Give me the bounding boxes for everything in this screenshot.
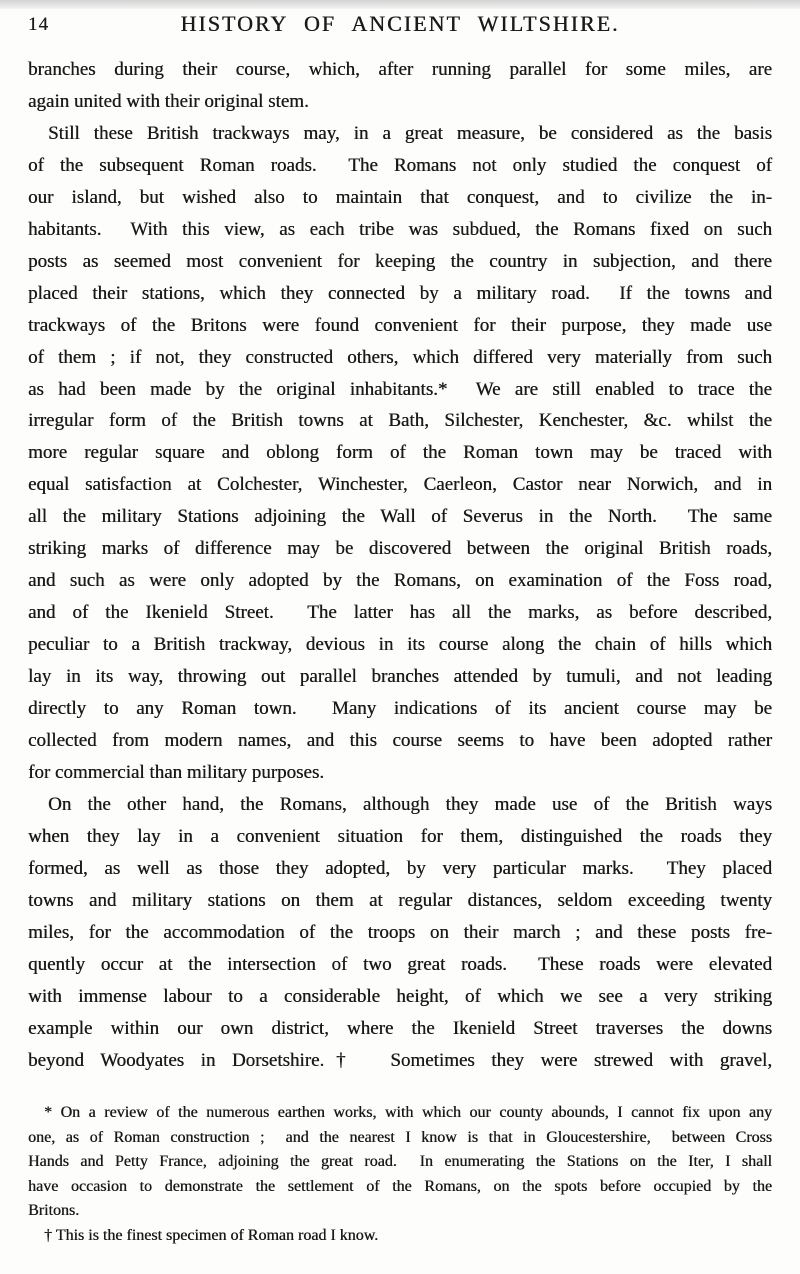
body-line: towns and military stations on them at regular distances, seldom exceeding twenty: [28, 889, 772, 911]
body-line: when they lay in a convenient situation for them, distinguished the roads they: [28, 825, 772, 847]
footnote-line: Britons.: [28, 1202, 80, 1219]
footnote-line: Hands and Petty France, adjoining the great road. In enumerating the Stations on the Iter, I shall: [28, 1153, 772, 1170]
body-line: Still these British trackways may, in a great measure, be considered as the basis: [48, 122, 772, 144]
body-text: [28, 54, 772, 1077]
body-line: peculiar to a British trackway, devious in its course along the chain of hills which: [28, 634, 772, 656]
footnote-dagger: [28, 1224, 772, 1249]
body-line: example within our own district, where the Ikenield Street traverses the downs: [28, 1017, 772, 1039]
body-line: of the subsequent Roman roads. The Romans not only studied the conquest of: [28, 154, 772, 176]
footnote-line: have occasion to demonstrate the settlement of the Romans, on the spots before occupied by the: [28, 1177, 772, 1195]
body-line: lay in its way, throwing out parallel branches attended by tumuli, and not leading: [28, 666, 772, 688]
page-title: HISTORY OF ANCIENT WILTSHIRE.: [180, 11, 620, 36]
body-line: directly to any Roman town. Many indications of its ancient course may be: [28, 698, 772, 720]
footnotes: [28, 1101, 772, 1248]
body-line: more regular square and oblong form of the Roman town may be traced with: [28, 442, 772, 464]
body-line: collected from modern names, and this course seems to have been adopted rather: [28, 730, 772, 752]
body-line: as had been made by the original inhabitants.* We are still enabled to trace the: [28, 378, 772, 400]
body-line: again united with their original stem.: [28, 90, 309, 112]
body-line: posts as seemed most convenient for keeping the country in subjection, and there: [28, 250, 772, 272]
footnote-asterisk: [28, 1101, 772, 1224]
body-line: equal satisfaction at Colchester, Winchester, Caerleon, Castor near Norwich, and in: [28, 474, 772, 496]
body-line: with immense labour to a considerable height, of which we see a very striking: [28, 985, 772, 1007]
body-line: formed, as well as those they adopted, by very particular marks. They placed: [28, 857, 772, 879]
body-line: miles, for the accommodation of the troops on their march ; and these posts fre-: [28, 921, 772, 943]
body-line: quently occur at the intersection of two great roads. These roads were elevated: [28, 953, 772, 975]
paragraph-roman-roads: [28, 789, 772, 1077]
footnote-line: † This is the finest specimen of Roman road I know.: [44, 1226, 379, 1244]
body-line: beyond Woodyates in Dorsetshire.† Sometimes they were strewed with gravel,: [28, 1049, 772, 1071]
body-line: irregular form of the British towns at Bath, Silchester, Kenchester, &c. whilst the: [28, 410, 772, 432]
body-line: striking marks of difference may be discovered between the original British roads,: [28, 538, 772, 560]
body-line: habitants. With this view, as each tribe was subdued, the Romans fixed on such: [28, 218, 772, 240]
body-line: trackways of the Britons were found convenient for their purpose, they made use: [28, 314, 772, 336]
body-line: of them ; if not, they constructed others, which differed very materially from such: [28, 346, 772, 368]
paragraph-british-trackways: [28, 118, 772, 789]
body-line: for commercial than military purposes.: [28, 761, 324, 783]
page-header: [28, 11, 772, 45]
paragraph-continuation: [28, 54, 772, 118]
body-line: branches during their course, which, after running parallel for some miles, are: [28, 59, 772, 80]
body-line: placed their stations, which they connected by a military road. If the towns and: [28, 282, 772, 304]
body-line: our island, but wished also to maintain that conquest, and to civilize the in-: [28, 186, 772, 208]
footnote-line: one, as of Roman construction ; and the nearest I know is that in Gloucestershire, between Cross: [28, 1128, 772, 1146]
scan-artifact-top: [0, 0, 800, 9]
body-line: all the military Stations adjoining the Wall of Severus in the North. The same: [28, 506, 772, 528]
body-line: and of the Ikenield Street. The latter has all the marks, as before described,: [28, 602, 772, 624]
body-line: On the other hand, the Romans, although they made use of the British ways: [48, 793, 772, 815]
body-line: and such as were only adopted by the Romans, on examination of the Foss road,: [28, 570, 772, 592]
page-number: 14: [28, 14, 49, 35]
footnote-line: * On a review of the numerous earthen works, with which our county abounds, I cannot fix upon any: [44, 1104, 772, 1121]
